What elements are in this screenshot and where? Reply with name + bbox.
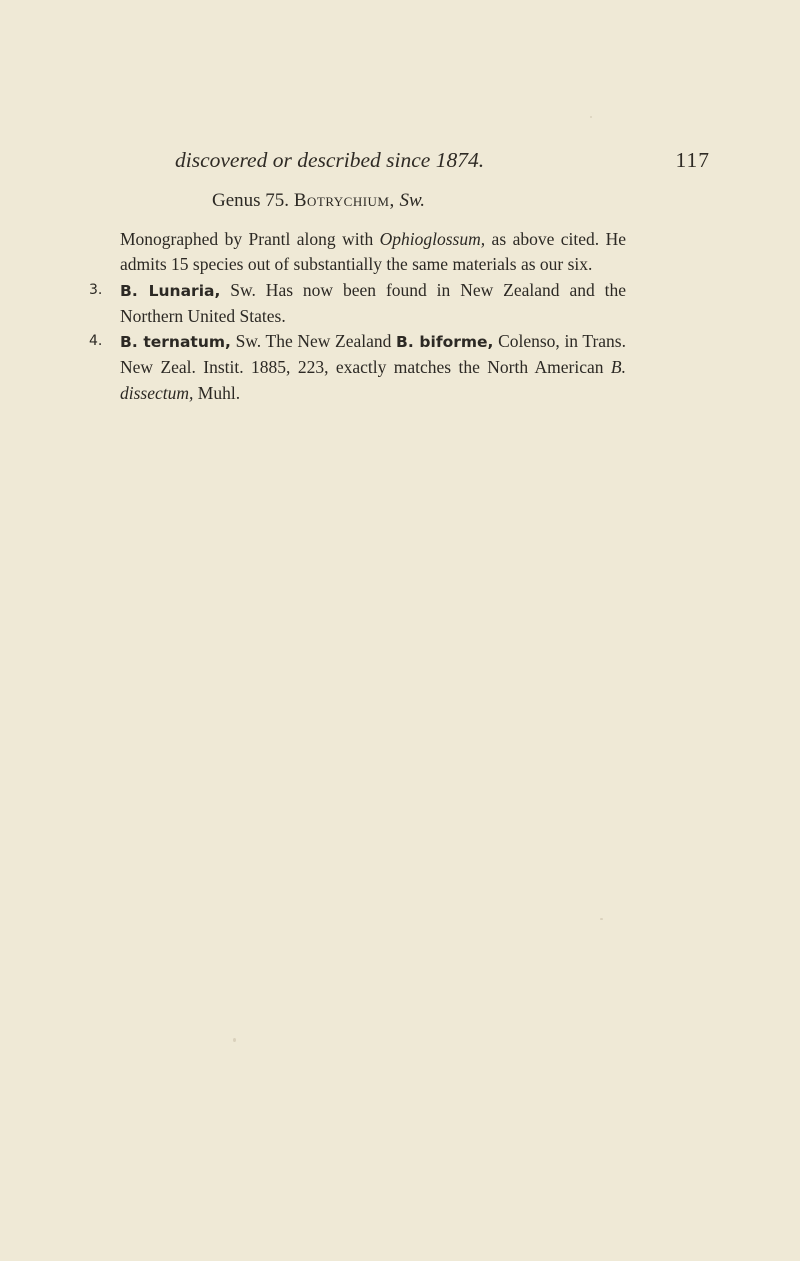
paper-speck xyxy=(600,918,603,920)
species-name: B. ternatum, xyxy=(120,333,231,352)
intro-italic-genus: Ophioglossum, xyxy=(379,229,486,249)
entry-italic-species: B. dissectum, xyxy=(120,357,626,403)
genus-name: Botrychium, xyxy=(293,190,395,211)
species-entry-3 xyxy=(89,278,627,330)
entry-number: 3. xyxy=(89,281,103,298)
intro-text-2: as above cited. He admits 15 species out of substantially the same materials as our six. xyxy=(120,229,626,275)
entry-text-2: Colenso, in Trans. New Zeal. Instit. 1885, 223, exactly matches the North American xyxy=(120,331,626,378)
entry-text-3: Muhl. xyxy=(193,382,241,403)
species-name-2: B. biforme, xyxy=(396,333,494,352)
page-number: 117 xyxy=(675,148,710,172)
running-head-title: discovered or described since 1874. xyxy=(175,148,485,172)
species-entry-4 xyxy=(89,329,626,406)
genus-prefix: Genus 75. xyxy=(212,190,290,211)
intro-text-1: Monographed by Prantl along with xyxy=(120,229,380,249)
body-text xyxy=(89,227,627,406)
entry-text: Sw. Has now been found in New Zealand and the Northern United States. xyxy=(120,279,627,326)
genus-authority: Sw. xyxy=(399,190,426,211)
species-name: B. Lunaria, xyxy=(120,281,221,300)
paper-speck xyxy=(590,116,592,118)
entry-number: 4. xyxy=(89,333,103,350)
genus-heading xyxy=(212,188,425,214)
intro-paragraph xyxy=(120,227,626,278)
paper-speck xyxy=(233,1038,236,1042)
entry-text: Sw. The New Zealand xyxy=(230,331,397,352)
